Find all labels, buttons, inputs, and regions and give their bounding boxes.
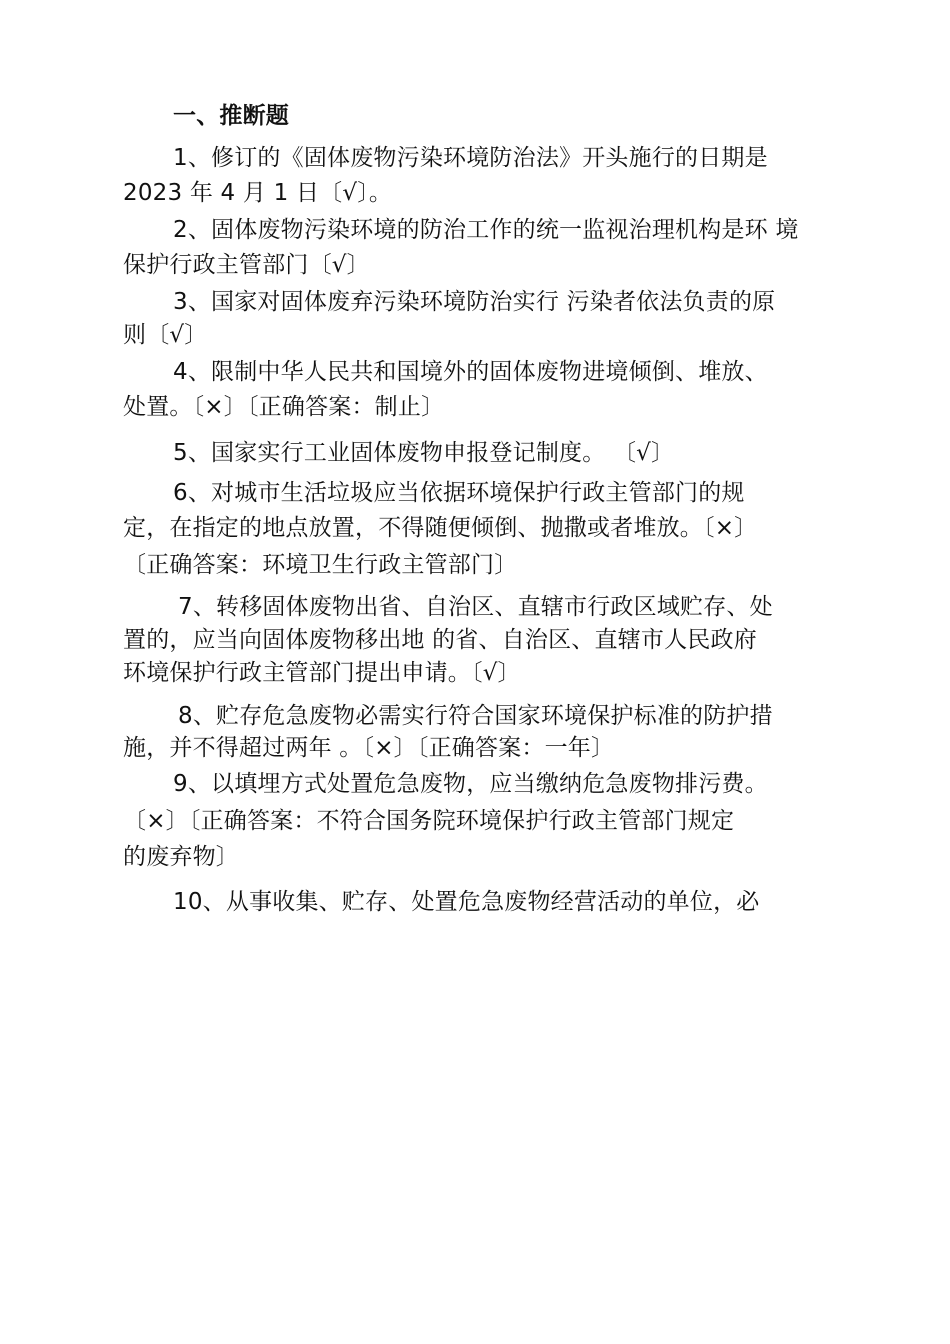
question-4-line-1: 4、限制中华人民共和国境外的固体废物进境倾倒、堆放、	[173, 359, 768, 385]
question-8-line-2: 施，并不得超过两年 。〔×〕〔正确答案：一年〕	[123, 735, 615, 761]
question-6-line-2: 定，在指定的地点放置，不得随便倾倒、抛撒或者堆放。〔×〕	[123, 515, 758, 541]
question-1-line-1: 1、修订的《固体废物污染环境防治法》开头施行的日期是	[173, 145, 768, 171]
question-6-line-3: 〔正确答案：环境卫生行政主管部门〕	[123, 552, 518, 578]
question-9-line-3: 的废弃物〕	[123, 844, 239, 870]
question-7-line-3: 环境保护行政主管部门提出申请。〔√〕	[123, 660, 521, 686]
question-6-line-1: 6、对城市生活垃圾应当依据环境保护行政主管部门的规	[173, 480, 745, 506]
question-9-line-2: 〔×〕〔正确答案：不符合国务院环境保护行政主管部门规定	[123, 808, 735, 834]
question-10-line-1: 10、从事收集、贮存、处置危急废物经营活动的单位，必	[173, 889, 760, 915]
question-1-line-2: 2023 年 4 月 1 日〔√〕。	[123, 180, 393, 206]
section-heading: 一、推断题	[173, 103, 289, 129]
question-2-line-1: 2、固体废物污染环境的防治工作的统一监视治理机构是环 境	[173, 217, 799, 243]
question-7-line-1: 7、转移固体废物出省、自治区、直辖市行政区域贮存、处	[178, 594, 773, 620]
question-2-line-2: 保护行政主管部门〔√〕	[123, 252, 370, 278]
question-8-line-1: 8、贮存危急废物必需实行符合国家环境保护标准的防护措	[178, 703, 773, 729]
question-9-line-1: 9、以填埋方式处置危急废物，应当缴纳危急废物排污费。	[173, 771, 768, 797]
question-4-line-2: 处置。〔×〕〔正确答案：制止〕	[123, 394, 445, 420]
question-3-line-2: 则〔√〕	[123, 322, 208, 348]
question-3-line-1: 3、国家对固体废弃污染环境防治实行 污染者依法负责的原	[173, 289, 776, 315]
question-5-line-1: 5、国家实行工业固体废物申报登记制度。 〔√〕	[173, 440, 675, 466]
question-7-line-2: 置的，应当向固体废物移出地 的省、自治区、直辖市人民政府	[123, 627, 757, 653]
